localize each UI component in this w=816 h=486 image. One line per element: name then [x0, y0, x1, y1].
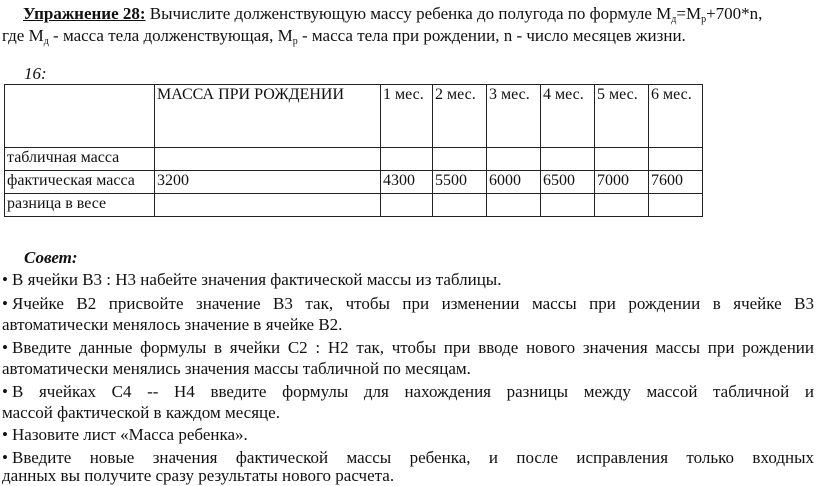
line2-mid: - масса тела долженствующая, М — [48, 26, 293, 45]
table-row — [5, 148, 703, 171]
bullet-icon: • — [2, 448, 8, 467]
bullet-icon: • — [2, 338, 8, 357]
table-cell — [155, 194, 381, 217]
advice-item-4-cont: массой фактической в каждом месяце. — [2, 403, 280, 422]
advice-text: Введите данные формулы в ячейки С2 : Н2 так, чтобы при вводе нового значения массы при рождении — [12, 338, 814, 357]
table-cell: 3200 — [155, 171, 381, 194]
advice-item-4 — [2, 382, 814, 402]
advice-text: В ячейках С4 -- Н4 введите формулы для нахождения разницы между массой табличной и — [12, 382, 814, 401]
header-cell: 5 мес. — [595, 85, 649, 148]
advice-item-3-cont: автоматически менялись значения массы табличной по месяцам. — [2, 359, 471, 378]
advice-text: В ячейки В3 : Н3 набейте значения фактической массы из таблицы. — [12, 270, 502, 289]
row-label: разница в весе — [5, 194, 155, 217]
advice-item-2 — [2, 294, 814, 314]
subscript-d2: д — [43, 36, 49, 47]
table-cell — [433, 194, 487, 217]
table-cell: 7600 — [649, 171, 703, 194]
subscript-r2: р — [292, 36, 298, 47]
table-cell: 7000 — [595, 171, 649, 194]
header-cell: 1 мес. — [381, 85, 433, 148]
table-cell — [649, 148, 703, 171]
table-row — [5, 194, 703, 217]
advice-item-6 — [2, 448, 814, 468]
table-cell — [541, 148, 595, 171]
subscript-d: д — [671, 14, 677, 25]
formula-tail: +700*n, — [706, 4, 763, 23]
table-cell: 5500 — [433, 171, 487, 194]
table-cell — [433, 148, 487, 171]
line2-tail: - масса тела при рождении, n - число месяцев жизни. — [297, 26, 686, 45]
advice-text: Назовите лист «Масса ребенка». — [12, 425, 248, 444]
subscript-r: р — [701, 14, 707, 25]
table-label: 16: — [24, 64, 47, 83]
table-cell: 6000 — [487, 171, 541, 194]
bullet-icon: • — [2, 425, 8, 444]
row-label: табличная масса — [5, 148, 155, 171]
exercise-instruction-line2 — [2, 26, 686, 52]
advice-item-5 — [2, 425, 248, 445]
header-cell: 4 мес. — [541, 85, 595, 148]
advice-text: Ячейке В2 присвойте значение В3 так, чтобы при изменении массы при рождении в ячейке В3 — [12, 294, 814, 313]
header-cell: 3 мес. — [487, 85, 541, 148]
table-cell — [649, 194, 703, 217]
exercise-title: Упражнение 28: — [23, 4, 146, 23]
bullet-icon: • — [2, 270, 8, 289]
header-cell: 6 мес. — [649, 85, 703, 148]
advice-item-1 — [2, 270, 501, 290]
table-cell: 4300 — [381, 171, 433, 194]
advice-item-2-cont: автоматически менялось значение в ячейке В2. — [2, 315, 343, 334]
instruction-text: Вычислите долженствующую массу ребенка до полугода по формуле М — [149, 4, 672, 23]
table-cell — [487, 148, 541, 171]
advice-heading: Совет: — [24, 248, 78, 267]
table-header-row — [5, 85, 703, 148]
header-cell: МАССА ПРИ РОЖДЕНИИ — [155, 85, 381, 148]
bullet-icon: • — [2, 294, 8, 313]
mass-table — [4, 84, 703, 217]
line2-pre: где М — [2, 26, 44, 45]
advice-text: Введите новые значения фактической массы ребенка, и после исправления только входных — [12, 448, 814, 467]
table-cell — [595, 194, 649, 217]
table-cell — [595, 148, 649, 171]
table-cell: 6500 — [541, 171, 595, 194]
table-cell — [155, 148, 381, 171]
advice-item-3 — [2, 338, 814, 358]
header-cell: 2 мес. — [433, 85, 487, 148]
formula-eq: =М — [676, 4, 702, 23]
table-row — [5, 171, 703, 194]
header-cell — [5, 85, 155, 148]
advice-item-6-cont: данных вы получите сразу результаты нового расчета. — [2, 466, 395, 485]
row-label: фактическая масса — [5, 171, 155, 194]
table-cell — [381, 148, 433, 171]
table-cell — [487, 194, 541, 217]
bullet-icon: • — [2, 382, 8, 401]
table-cell — [381, 194, 433, 217]
table-cell — [541, 194, 595, 217]
